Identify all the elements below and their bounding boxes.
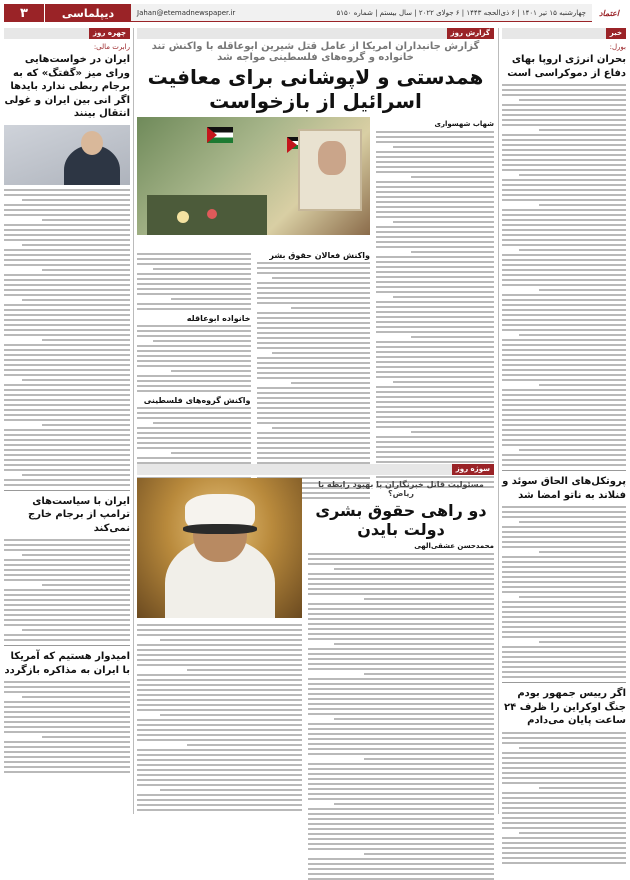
- right-headline: بحران انرژی اروپا بهای دفاع از دموکراسی است: [507, 54, 626, 79]
- left-body-1: [4, 189, 130, 486]
- center-story-tag: گزارش روز: [447, 28, 494, 39]
- lower-byline: محمدحسن عشقی‌الهی: [414, 542, 494, 550]
- center-subhead-3: واکنش گروه‌های فلسطینی: [143, 395, 251, 405]
- right-column: [502, 28, 626, 814]
- masthead-meta: [131, 4, 592, 22]
- lower-headline: دو راهی حقوق بشری دولت بایدن: [315, 501, 487, 539]
- right-column-tag: خبر: [606, 28, 626, 39]
- center-story: [137, 28, 494, 458]
- center-body-1: [376, 131, 494, 488]
- memorial-photo: [137, 117, 370, 235]
- lower-kicker: مسئولیت قاتل خبرنگاران با بهبود رابطه با ریاض؟: [318, 480, 484, 498]
- lower-story: [137, 464, 494, 814]
- left-kicker: رابرت مالی:: [93, 43, 130, 51]
- center-subhead-2: خانواده ابوعاقله: [186, 313, 251, 323]
- newspaper-logo: اعتماد: [598, 8, 620, 18]
- left-column-tag: چهره روز: [89, 28, 130, 39]
- portrait-photo-saudi: [137, 478, 302, 618]
- center-kicker: گزارش جانبداران امریکا از عامل قتل شیرین ابوعاقله با واکنش تند خانواده و گروه‌های فلسطینی مواجه شد: [151, 41, 480, 63]
- lower-story-tag: سوژه روز: [452, 464, 494, 475]
- section-name: دیپلماسی: [44, 4, 131, 22]
- right-mid-headline: پروتکل‌های الحاق سوئد و فنلاند به ناتو امضا شد: [502, 476, 626, 501]
- left-bottom-headline: ایران با سیاست‌های ترامپ از برجام خارج نمی‌کند: [27, 495, 130, 534]
- right-body-2: [502, 506, 626, 678]
- portrait-photo: [4, 125, 130, 185]
- center-body-3: [137, 253, 251, 310]
- left-body-2: [4, 539, 130, 641]
- left-column: [4, 28, 130, 814]
- memorial-photo-caption: [137, 237, 370, 245]
- center-body-4: [137, 325, 251, 392]
- lower-body-2: [137, 624, 302, 811]
- issue-line: چهارشنبه ۱۵ تیر ۱۴۰۱ | ۶ ذی‌الحجه ۱۴۴۳ | ۶ جولای ۲۰۲۲ | سال بیستم | شماره ۵۱۵۰: [336, 8, 586, 17]
- center-subhead-1: واکنش فعالان حقوق بشر: [269, 250, 370, 260]
- right-kicker: بورل:: [609, 43, 626, 51]
- left-headline: ایران در خواست‌هایی ورای میز «گفتگ» که به برجام ربطی ندارد بایدها اگر انی بین ایران و غولی انتقال بینند: [4, 54, 130, 119]
- masthead: [4, 4, 626, 22]
- center-headline: همدستی و لاپوشانی برای معافیت اسرائیل از بازخواست: [147, 65, 484, 113]
- website-address[interactable]: Jahan@etemadnewspaper.ir: [137, 8, 236, 17]
- lower-body-1: [308, 553, 494, 880]
- right-bottom-headline: اگر رییس جمهور بودم جنگ اوکراین را ظرف ۲۴ ساعت پایان می‌دادم: [504, 688, 626, 726]
- right-body-3: [502, 732, 626, 864]
- left-bottom-headline-2: امیدوار هستیم که آمریکا با ایران به مذاکره بازگردد: [4, 651, 130, 676]
- center-byline: شهاب شهسواری: [434, 120, 494, 128]
- right-body-1: [502, 84, 626, 466]
- left-body-3: [4, 681, 130, 773]
- page-number: ۳: [4, 4, 44, 22]
